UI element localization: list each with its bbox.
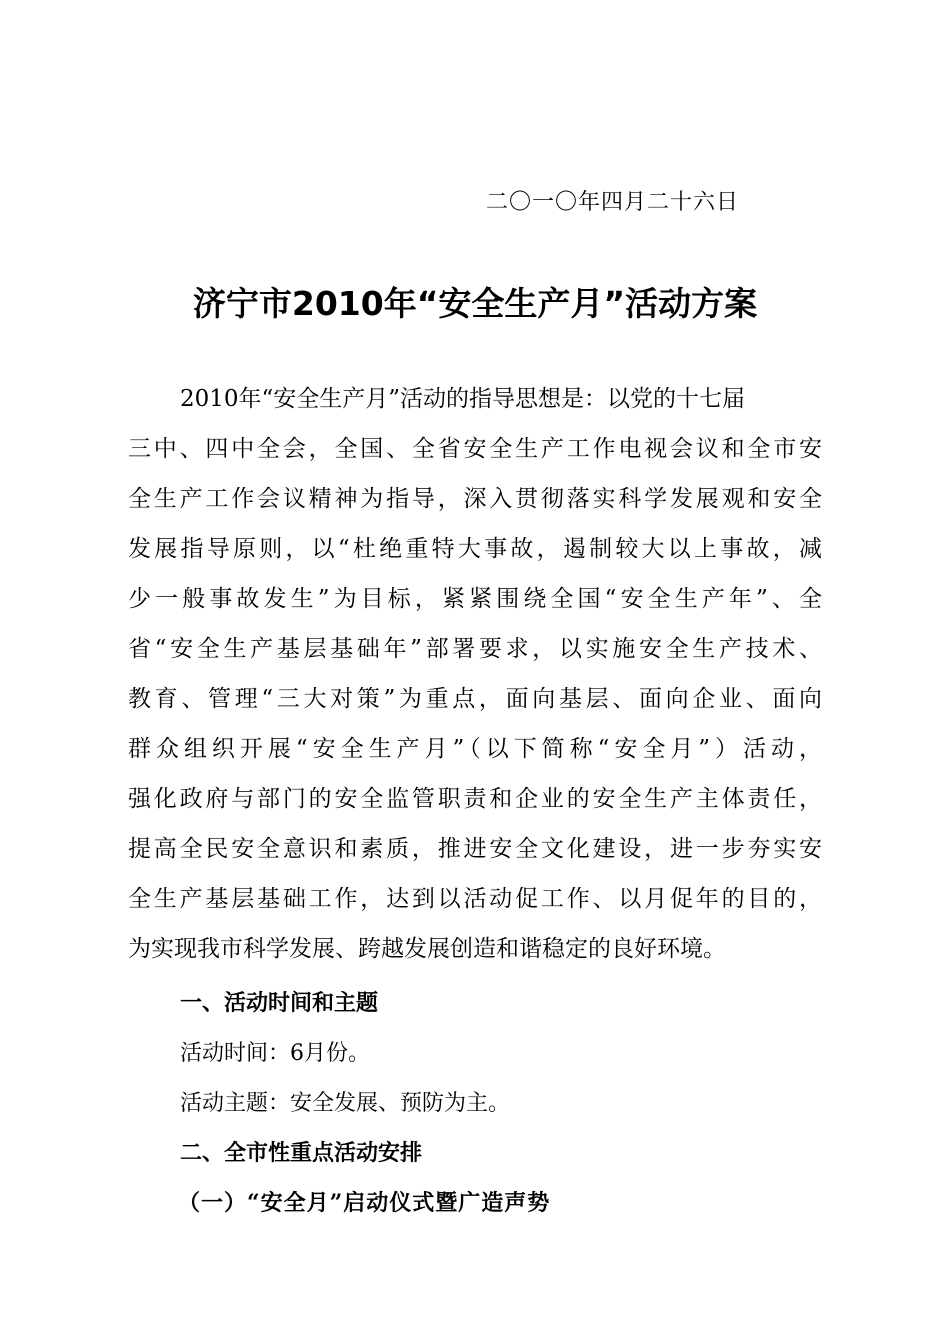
section-heading-2: 二、全市性重点活动安排 bbox=[180, 1141, 423, 1166]
document-title: 济宁市2010年“安全生产月”活动方案 bbox=[192, 284, 758, 323]
activity-theme: 活动主题：安全发展、预防为主。 bbox=[180, 1091, 511, 1116]
paragraph-line: 教育、管理“三大对策”为重点，面向基层、面向企业、面向 bbox=[128, 686, 822, 712]
paragraph-line: 全生产工作会议精神为指导，深入贯彻落实科学发展观和安全 bbox=[128, 486, 822, 512]
paragraph-line: 2010年“安全生产月”活动的指导思想是：以党的十七届 bbox=[180, 386, 746, 412]
paragraph-line: 少一般事故发生”为目标，紧紧围绕全国“安全生产年”、全 bbox=[128, 586, 822, 612]
paragraph-line: 为实现我市科学发展、跨越发展创造和谐稳定的良好环境。 bbox=[128, 936, 726, 962]
paragraph-line: 全生产基层基础工作，达到以活动促工作、以月促年的目的， bbox=[128, 886, 822, 912]
subsection-heading-1: （一）“安全月”启动仪式暨广造声势 bbox=[178, 1190, 551, 1216]
paragraph-line: 群众组织开展“安全生产月”（以下简称“安全月”）活动， bbox=[128, 736, 822, 762]
paragraph-line: 发展指导原则，以“杜绝重特大事故，遏制较大以上事故，减 bbox=[128, 536, 822, 562]
activity-time: 活动时间：6月份。 bbox=[180, 1041, 370, 1066]
paragraph-line: 提高全民安全意识和素质，推进安全文化建设，进一步夯实安 bbox=[128, 836, 822, 862]
paragraph-line: 强化政府与部门的安全监管职责和企业的安全生产主体责任， bbox=[128, 786, 822, 812]
paragraph-line: 省“安全生产基层基础年”部署要求，以实施安全生产技术、 bbox=[128, 636, 822, 662]
document-date: 二〇一〇年四月二十六日 bbox=[486, 190, 740, 215]
section-heading-1: 一、活动时间和主题 bbox=[180, 991, 379, 1016]
paragraph-line: 三中、四中全会，全国、全省安全生产工作电视会议和全市安 bbox=[128, 436, 822, 462]
